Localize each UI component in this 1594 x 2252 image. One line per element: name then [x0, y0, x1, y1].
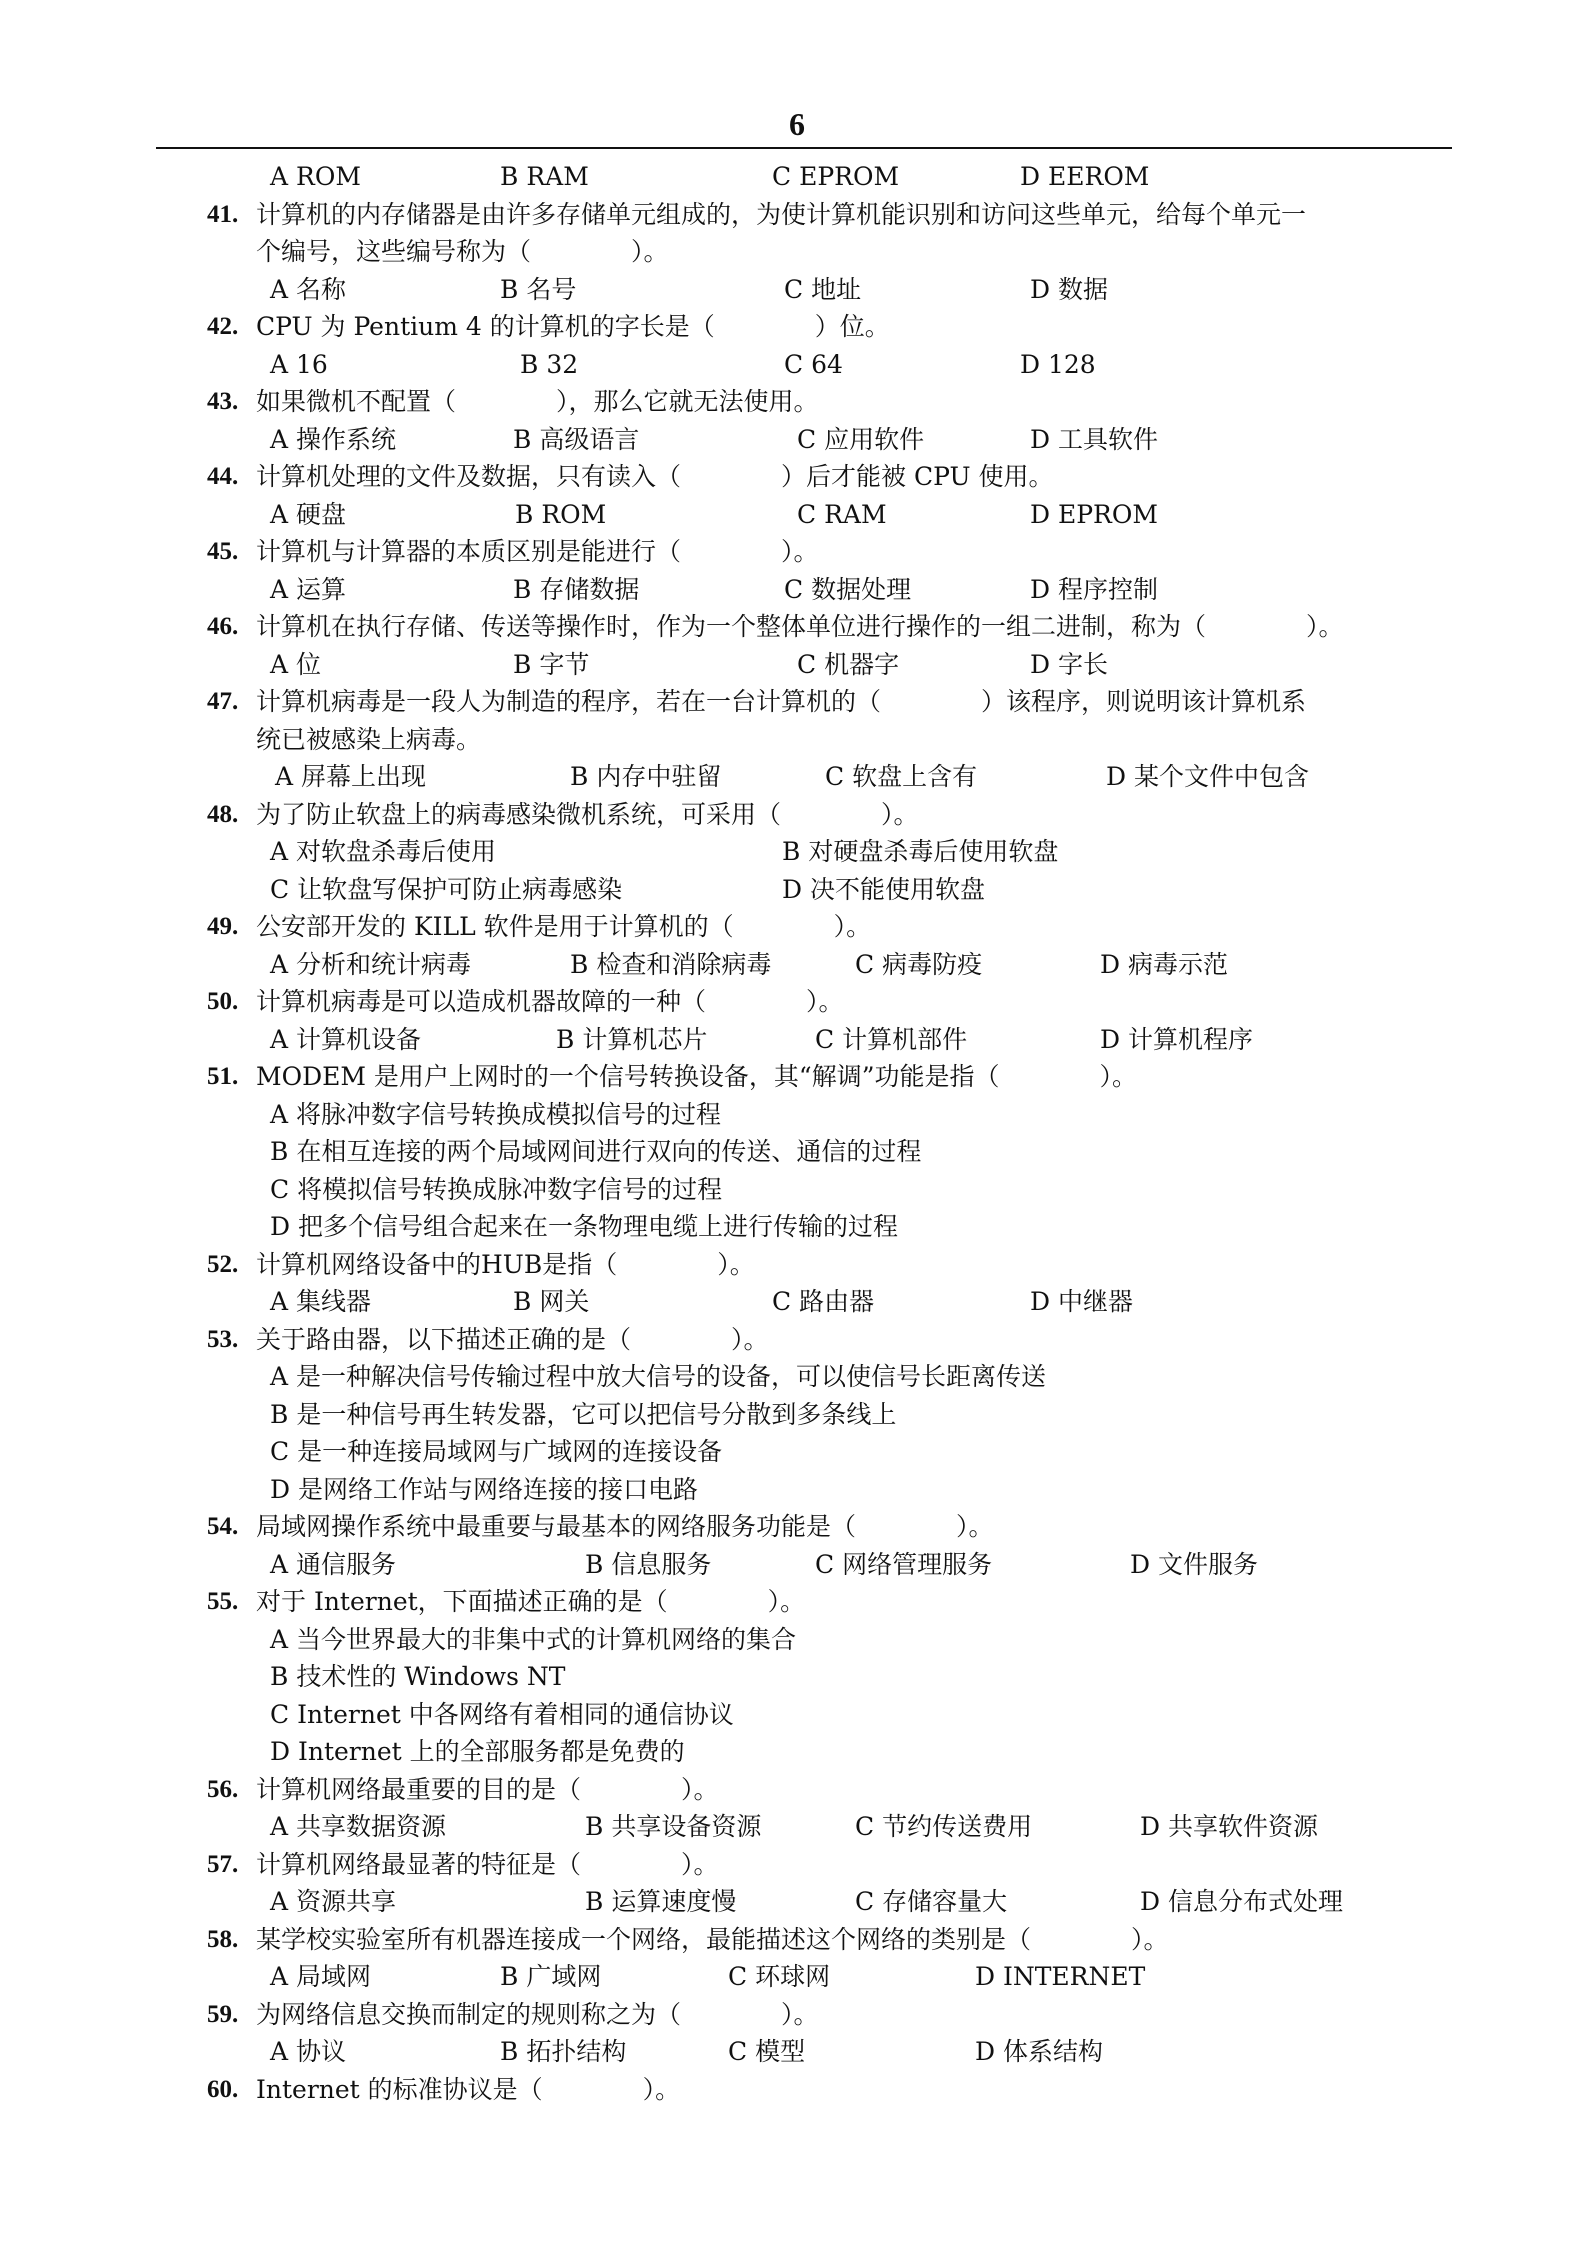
answer-option: C 地址 — [784, 274, 862, 304]
answer-options — [0, 1621, 1594, 1659]
answer-options — [0, 1283, 1594, 1321]
answer-option: B 技术性的 Windows NT — [270, 1662, 566, 1691]
answer-options — [0, 1396, 1594, 1434]
answer-option: D 数据 — [1030, 274, 1108, 304]
answer-option: D 是网络工作站与网络连接的接口电路 — [270, 1474, 698, 1504]
answer-options — [0, 758, 1594, 796]
answer-option: D 决不能使用软盘 — [782, 874, 985, 904]
question-number: 55. — [207, 1588, 239, 1615]
question-stem — [0, 196, 1594, 234]
question-number: 60. — [207, 2075, 239, 2103]
answer-option: D 计算机程序 — [1100, 1024, 1253, 1054]
answer-options — [0, 1133, 1594, 1171]
answer-options — [0, 346, 1594, 384]
question-stem — [0, 308, 1594, 346]
answer-option: C 应用软件 — [797, 424, 925, 454]
answer-options — [0, 496, 1594, 534]
answer-options — [0, 1958, 1594, 1996]
answer-option: A 分析和统计病毒 — [270, 949, 472, 979]
answer-options — [0, 833, 1594, 871]
question-text: 如果微机不配置（ ），那么它就无法使用。 — [256, 387, 819, 416]
answer-options — [0, 571, 1594, 609]
answer-option: A 将脉冲数字信号转换成模拟信号的过程 — [270, 1099, 722, 1129]
answer-option: D EPROM — [1030, 499, 1158, 529]
answer-option: B 32 — [520, 349, 579, 379]
answer-option: D 程序控制 — [1030, 574, 1158, 604]
answer-options — [0, 1171, 1594, 1209]
question-number: 51. — [207, 1063, 239, 1090]
answer-option: A 当今世界最大的非集中式的计算机网络的集合 — [270, 1624, 797, 1654]
answer-option: C 路由器 — [772, 1287, 875, 1316]
answer-option: A 16 — [270, 349, 328, 379]
answer-option: D 文件服务 — [1130, 1549, 1258, 1579]
answer-option: B 名号 — [500, 274, 577, 304]
question-text: 统已被感染上病毒。 — [256, 724, 482, 754]
question-stem — [0, 458, 1594, 496]
answer-option: B 广域网 — [500, 1962, 602, 1991]
answer-option: C 病毒防疫 — [855, 949, 983, 979]
question-stem — [0, 1846, 1594, 1884]
question-text: 计算机网络最显著的特征是（ ）。 — [256, 1849, 719, 1879]
question-stem — [0, 796, 1594, 834]
question-stem — [0, 1996, 1594, 2034]
question-text: 计算机与计算器的本质区别是能进行（ ）。 — [256, 537, 819, 566]
answer-option: D 共享软件资源 — [1140, 1812, 1318, 1841]
answer-option: A ROM — [270, 162, 361, 191]
answer-options — [0, 1733, 1594, 1771]
answer-option: A 集线器 — [270, 1287, 372, 1316]
answer-option: B 字节 — [513, 649, 590, 679]
question-stem — [0, 1246, 1594, 1284]
answer-option: B 是一种信号再生转发器，它可以把信号分散到多条线上 — [270, 1399, 897, 1429]
answer-options — [0, 1096, 1594, 1134]
question-number: 44. — [207, 463, 239, 490]
question-stem — [0, 1921, 1594, 1959]
answer-option: B 运算速度慢 — [585, 1887, 737, 1916]
question-stem — [0, 608, 1594, 646]
question-stem — [0, 983, 1594, 1021]
question-text: Internet 的标准协议是（ ）。 — [256, 2074, 681, 2104]
question-stem — [0, 2071, 1594, 2109]
question-stem — [0, 1583, 1594, 1621]
question-text: 公安部开发的 KILL 软件是用于计算机的（ ）。 — [256, 912, 872, 941]
answer-options — [0, 646, 1594, 684]
answer-option: C 机器字 — [797, 649, 900, 679]
question-number: 48. — [207, 800, 239, 828]
answer-option: B 拓扑结构 — [500, 2037, 627, 2066]
question-text: 个编号，这些编号称为（ ）。 — [256, 237, 669, 266]
question-number: 50. — [207, 988, 239, 1015]
question-number: 54. — [207, 1513, 239, 1540]
answer-options — [0, 1358, 1594, 1396]
question-number: 56. — [207, 1775, 239, 1803]
question-text: 计算机网络设备中的HUB是指（ ）。 — [256, 1249, 755, 1279]
answer-option: C 环球网 — [728, 1962, 831, 1991]
answer-option: A 硬盘 — [270, 499, 347, 529]
answer-option: B 计算机芯片 — [556, 1024, 708, 1054]
question-text: 对于 Internet，下面描述正确的是（ ）。 — [256, 1587, 806, 1616]
question-stem — [0, 683, 1594, 721]
question-text: 计算机网络最重要的目的是（ ）。 — [256, 1774, 719, 1804]
header-rule — [156, 147, 1452, 149]
answer-option: B 高级语言 — [513, 424, 640, 454]
question-text: 关于路由器，以下描述正确的是（ ）。 — [256, 1324, 769, 1354]
answer-option: D 工具软件 — [1030, 424, 1158, 454]
answer-option: C Internet 中各网络有着相同的通信协议 — [270, 1699, 734, 1729]
question-stem — [0, 1321, 1594, 1359]
question-continuation — [0, 721, 1594, 759]
answer-option: A 局域网 — [270, 1962, 372, 1991]
question-number: 41. — [207, 200, 239, 228]
answer-option: B 网关 — [513, 1287, 590, 1316]
answer-options — [0, 1808, 1594, 1846]
answer-option: C 是一种连接局域网与广域网的连接设备 — [270, 1437, 723, 1466]
answer-option: A 对软盘杀毒后使用 — [270, 837, 497, 866]
answer-option: C 网络管理服务 — [815, 1549, 993, 1579]
answer-option: A 是一种解决信号传输过程中放大信号的设备，可以使信号长距离传送 — [270, 1362, 1047, 1391]
answer-option: A 资源共享 — [270, 1887, 397, 1916]
answer-option: A 协议 — [270, 2037, 347, 2066]
answer-option: D 体系结构 — [975, 2037, 1103, 2066]
answer-option: D 病毒示范 — [1100, 949, 1228, 979]
answer-option: B 存储数据 — [513, 574, 640, 604]
answer-option: B RAM — [500, 162, 589, 191]
question-text: 计算机病毒是可以造成机器故障的一种（ ）。 — [256, 987, 844, 1016]
question-number: 52. — [207, 1250, 239, 1278]
answer-option: A 屏幕上出现 — [275, 762, 427, 791]
answer-options — [0, 421, 1594, 459]
question-number: 47. — [207, 688, 239, 715]
answer-option: C 让软盘写保护可防止病毒感染 — [270, 874, 623, 904]
answer-options — [0, 1546, 1594, 1584]
answer-option: A 运算 — [270, 574, 347, 604]
answer-option: D 信息分布式处理 — [1140, 1887, 1343, 1916]
answer-option: D INTERNET — [975, 1962, 1146, 1991]
answer-option: A 名称 — [270, 274, 347, 304]
question-list — [0, 158, 1594, 2108]
answer-options — [0, 158, 1594, 196]
answer-option: D 128 — [1020, 349, 1096, 379]
question-text: 计算机处理的文件及数据，只有读入（ ）后才能被 CPU 使用。 — [256, 462, 1054, 491]
question-text: 某学校实验室所有机器连接成一个网络，最能描述这个网络的类别是（ ）。 — [256, 1924, 1169, 1954]
answer-option: B 信息服务 — [585, 1549, 712, 1579]
question-number: 49. — [207, 913, 239, 940]
answer-option: C 软盘上含有 — [825, 762, 978, 791]
question-text: CPU 为 Pentium 4 的计算机的字长是（ ）位。 — [256, 312, 890, 341]
answer-option: B 检查和消除病毒 — [570, 949, 772, 979]
answer-options — [0, 1883, 1594, 1921]
answer-option: B ROM — [515, 499, 607, 529]
question-text: 为了防止软盘上的病毒感染微机系统，可采用（ ）。 — [256, 799, 919, 829]
question-stem — [0, 1058, 1594, 1096]
answer-option: C RAM — [797, 499, 887, 529]
answer-options — [0, 1696, 1594, 1734]
answer-option: D 把多个信号组合起来在一条物理电缆上进行传输的过程 — [270, 1212, 898, 1241]
answer-option: C 模型 — [728, 2037, 806, 2066]
answer-option: C 节约传送费用 — [855, 1812, 1033, 1841]
question-number: 45. — [207, 538, 239, 565]
answer-option: D 某个文件中包含 — [1106, 762, 1309, 791]
answer-option: D EEROM — [1020, 162, 1150, 191]
question-number: 58. — [207, 1925, 239, 1953]
answer-options — [0, 1433, 1594, 1471]
answer-option: B 内存中驻留 — [570, 762, 722, 791]
question-stem — [0, 1508, 1594, 1546]
answer-option: A 操作系统 — [270, 424, 397, 454]
answer-options — [0, 1208, 1594, 1246]
answer-option: C 64 — [784, 349, 843, 379]
answer-option: B 对硬盘杀毒后使用软盘 — [782, 837, 1059, 866]
answer-option: B 在相互连接的两个局域网间进行双向的传送、通信的过程 — [270, 1137, 922, 1166]
question-number: 57. — [207, 1850, 239, 1878]
answer-option: A 位 — [270, 649, 322, 679]
question-text: 局域网操作系统中最重要与最基本的网络服务功能是（ ）。 — [256, 1512, 994, 1541]
answer-options — [0, 946, 1594, 984]
answer-option: C 存储容量大 — [855, 1887, 1008, 1916]
question-stem — [0, 1771, 1594, 1809]
question-text: 计算机病毒是一段人为制造的程序，若在一台计算机的（ ）该程序，则说明该计算机系 — [256, 687, 1307, 716]
answer-options — [0, 1658, 1594, 1696]
answer-option: C 数据处理 — [784, 574, 912, 604]
question-text: 为网络信息交换而制定的规则称之为（ ）。 — [256, 1999, 819, 2029]
question-text: 计算机的内存储器是由许多存储单元组成的，为使计算机能识别和访问这些单元，给每个单元一 — [256, 199, 1307, 229]
answer-option: B 共享设备资源 — [585, 1812, 762, 1841]
page-number: 6 — [789, 106, 805, 142]
question-number: 46. — [207, 613, 239, 640]
answer-options — [0, 1021, 1594, 1059]
question-stem — [0, 383, 1594, 421]
answer-option: A 通信服务 — [270, 1549, 397, 1579]
answer-options — [0, 2033, 1594, 2071]
question-text: 计算机在执行存储、传送等操作时，作为一个整体单位进行操作的一组二进制，称为（ ）。 — [256, 612, 1344, 641]
answer-option: C 计算机部件 — [815, 1024, 968, 1054]
question-number: 42. — [207, 313, 239, 340]
answer-option: A 计算机设备 — [270, 1024, 422, 1054]
answer-options — [0, 1471, 1594, 1509]
question-stem — [0, 533, 1594, 571]
question-text: MODEM 是用户上网时的一个信号转换设备，其“解调”功能是指（ ）。 — [256, 1062, 1137, 1091]
question-number: 43. — [207, 388, 239, 415]
answer-options — [0, 271, 1594, 309]
answer-option: D 字长 — [1030, 649, 1108, 679]
answer-option: C EPROM — [772, 162, 900, 191]
answer-options — [0, 871, 1594, 909]
question-stem — [0, 908, 1594, 946]
answer-option: D Internet 上的全部服务都是免费的 — [270, 1737, 685, 1766]
question-number: 53. — [207, 1325, 239, 1353]
question-number: 59. — [207, 2000, 239, 2028]
answer-option: D 中继器 — [1030, 1287, 1133, 1316]
answer-option: C 将模拟信号转换成脉冲数字信号的过程 — [270, 1174, 723, 1204]
question-continuation — [0, 233, 1594, 271]
answer-option: A 共享数据资源 — [270, 1812, 447, 1841]
